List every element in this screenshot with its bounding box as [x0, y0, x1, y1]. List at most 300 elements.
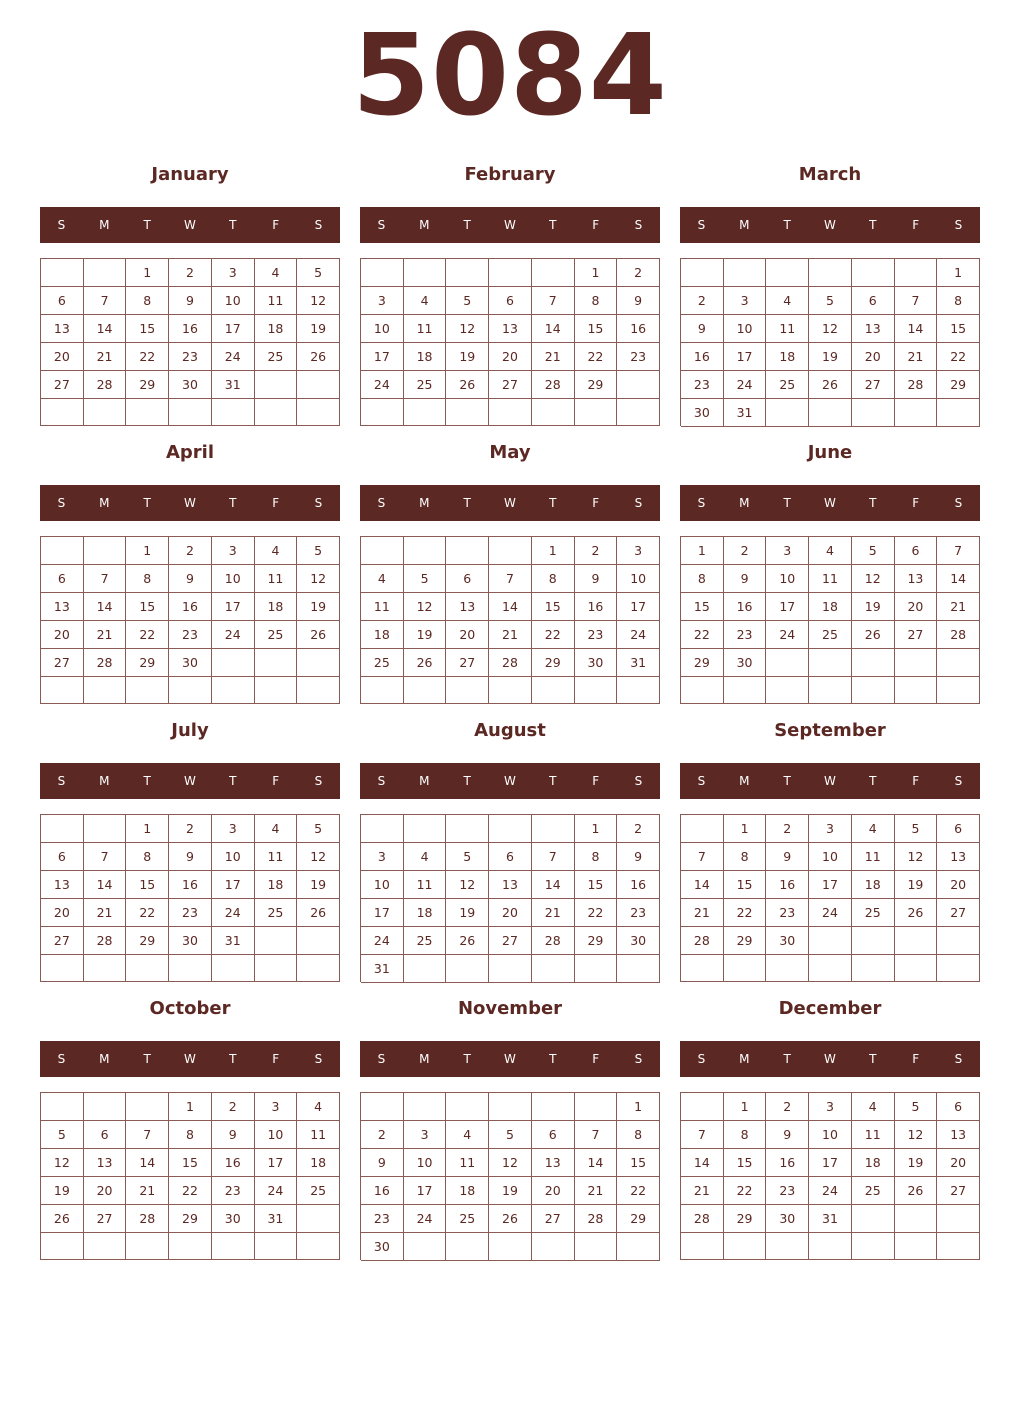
day-cell[interactable]: 29 [126, 927, 169, 955]
day-cell[interactable]: 24 [212, 899, 255, 927]
day-cell[interactable]: 24 [766, 621, 809, 649]
day-cell[interactable]: 11 [255, 287, 298, 315]
day-cell[interactable]: 13 [41, 871, 84, 899]
day-cell[interactable]: 25 [297, 1177, 340, 1205]
day-cell[interactable]: 12 [297, 843, 340, 871]
day-cell[interactable]: 7 [126, 1121, 169, 1149]
day-cell[interactable]: 19 [404, 621, 447, 649]
day-cell[interactable]: 30 [766, 927, 809, 955]
day-cell[interactable]: 9 [169, 843, 212, 871]
day-cell[interactable]: 23 [766, 1177, 809, 1205]
day-cell[interactable]: 8 [937, 287, 980, 315]
day-cell[interactable]: 18 [446, 1177, 489, 1205]
day-cell[interactable]: 28 [84, 371, 127, 399]
day-cell[interactable]: 20 [41, 343, 84, 371]
day-cell[interactable]: 21 [532, 343, 575, 371]
day-cell[interactable]: 13 [41, 315, 84, 343]
day-cell[interactable]: 4 [255, 259, 298, 287]
day-cell[interactable]: 8 [724, 1121, 767, 1149]
day-cell[interactable]: 12 [446, 871, 489, 899]
day-cell[interactable]: 31 [212, 371, 255, 399]
day-cell[interactable]: 12 [852, 565, 895, 593]
day-cell[interactable]: 1 [169, 1093, 212, 1121]
day-cell[interactable]: 15 [617, 1149, 660, 1177]
day-cell[interactable]: 15 [126, 871, 169, 899]
day-cell[interactable]: 6 [41, 287, 84, 315]
day-cell[interactable]: 8 [617, 1121, 660, 1149]
day-cell[interactable]: 25 [809, 621, 852, 649]
day-cell[interactable]: 13 [489, 315, 532, 343]
day-cell[interactable]: 23 [169, 899, 212, 927]
day-cell[interactable]: 19 [41, 1177, 84, 1205]
day-cell[interactable]: 16 [361, 1177, 404, 1205]
day-cell[interactable]: 3 [212, 259, 255, 287]
day-cell[interactable]: 26 [895, 1177, 938, 1205]
day-cell[interactable]: 8 [681, 565, 724, 593]
day-cell[interactable]: 21 [575, 1177, 618, 1205]
day-cell[interactable]: 2 [212, 1093, 255, 1121]
day-cell[interactable]: 5 [41, 1121, 84, 1149]
day-cell[interactable]: 14 [126, 1149, 169, 1177]
day-cell[interactable]: 15 [724, 871, 767, 899]
day-cell[interactable]: 30 [169, 649, 212, 677]
day-cell[interactable]: 29 [937, 371, 980, 399]
day-cell[interactable]: 13 [937, 843, 980, 871]
day-cell[interactable]: 16 [766, 871, 809, 899]
day-cell[interactable]: 14 [84, 593, 127, 621]
day-cell[interactable]: 20 [41, 899, 84, 927]
day-cell[interactable]: 24 [361, 371, 404, 399]
day-cell[interactable]: 1 [724, 815, 767, 843]
day-cell[interactable]: 1 [724, 1093, 767, 1121]
day-cell[interactable]: 1 [617, 1093, 660, 1121]
day-cell[interactable]: 10 [361, 871, 404, 899]
day-cell[interactable]: 11 [766, 315, 809, 343]
day-cell[interactable]: 20 [532, 1177, 575, 1205]
day-cell[interactable]: 25 [446, 1205, 489, 1233]
day-cell[interactable]: 16 [212, 1149, 255, 1177]
day-cell[interactable]: 23 [575, 621, 618, 649]
day-cell[interactable]: 7 [681, 1121, 724, 1149]
day-cell[interactable]: 4 [809, 537, 852, 565]
day-cell[interactable]: 29 [617, 1205, 660, 1233]
day-cell[interactable]: 28 [681, 1205, 724, 1233]
day-cell[interactable]: 17 [617, 593, 660, 621]
day-cell[interactable]: 29 [724, 927, 767, 955]
day-cell[interactable]: 26 [809, 371, 852, 399]
day-cell[interactable]: 1 [575, 815, 618, 843]
day-cell[interactable]: 1 [681, 537, 724, 565]
day-cell[interactable]: 8 [169, 1121, 212, 1149]
day-cell[interactable]: 11 [255, 565, 298, 593]
day-cell[interactable]: 21 [937, 593, 980, 621]
day-cell[interactable]: 26 [446, 371, 489, 399]
day-cell[interactable]: 17 [809, 1149, 852, 1177]
day-cell[interactable]: 5 [446, 843, 489, 871]
day-cell[interactable]: 3 [724, 287, 767, 315]
day-cell[interactable]: 17 [361, 343, 404, 371]
day-cell[interactable]: 6 [895, 537, 938, 565]
day-cell[interactable]: 17 [212, 593, 255, 621]
day-cell[interactable]: 4 [361, 565, 404, 593]
day-cell[interactable]: 22 [126, 343, 169, 371]
day-cell[interactable]: 24 [212, 343, 255, 371]
day-cell[interactable]: 22 [126, 899, 169, 927]
day-cell[interactable]: 26 [446, 927, 489, 955]
day-cell[interactable]: 11 [852, 843, 895, 871]
day-cell[interactable]: 26 [489, 1205, 532, 1233]
day-cell[interactable]: 5 [809, 287, 852, 315]
day-cell[interactable]: 11 [404, 315, 447, 343]
day-cell[interactable]: 22 [169, 1177, 212, 1205]
day-cell[interactable]: 19 [297, 871, 340, 899]
day-cell[interactable]: 5 [404, 565, 447, 593]
day-cell[interactable]: 6 [532, 1121, 575, 1149]
day-cell[interactable]: 22 [937, 343, 980, 371]
day-cell[interactable]: 31 [212, 927, 255, 955]
day-cell[interactable]: 9 [681, 315, 724, 343]
day-cell[interactable]: 7 [84, 287, 127, 315]
day-cell[interactable]: 12 [895, 1121, 938, 1149]
day-cell[interactable]: 28 [575, 1205, 618, 1233]
day-cell[interactable]: 2 [766, 815, 809, 843]
day-cell[interactable]: 10 [766, 565, 809, 593]
day-cell[interactable]: 30 [169, 371, 212, 399]
day-cell[interactable]: 14 [532, 315, 575, 343]
day-cell[interactable]: 27 [895, 621, 938, 649]
day-cell[interactable]: 20 [937, 1149, 980, 1177]
day-cell[interactable]: 24 [212, 621, 255, 649]
day-cell[interactable]: 28 [489, 649, 532, 677]
day-cell[interactable]: 27 [41, 371, 84, 399]
day-cell[interactable]: 3 [212, 537, 255, 565]
day-cell[interactable]: 12 [446, 315, 489, 343]
day-cell[interactable]: 22 [724, 1177, 767, 1205]
day-cell[interactable]: 25 [404, 927, 447, 955]
day-cell[interactable]: 25 [404, 371, 447, 399]
day-cell[interactable]: 7 [84, 843, 127, 871]
day-cell[interactable]: 26 [895, 899, 938, 927]
day-cell[interactable]: 22 [681, 621, 724, 649]
day-cell[interactable]: 7 [895, 287, 938, 315]
day-cell[interactable]: 4 [446, 1121, 489, 1149]
day-cell[interactable]: 3 [617, 537, 660, 565]
day-cell[interactable]: 21 [84, 621, 127, 649]
day-cell[interactable]: 8 [575, 843, 618, 871]
day-cell[interactable]: 11 [404, 871, 447, 899]
day-cell[interactable]: 3 [361, 287, 404, 315]
day-cell[interactable]: 20 [852, 343, 895, 371]
day-cell[interactable]: 6 [84, 1121, 127, 1149]
day-cell[interactable]: 24 [361, 927, 404, 955]
day-cell[interactable]: 20 [446, 621, 489, 649]
day-cell[interactable]: 14 [532, 871, 575, 899]
day-cell[interactable]: 9 [617, 287, 660, 315]
day-cell[interactable]: 26 [297, 621, 340, 649]
day-cell[interactable]: 10 [212, 843, 255, 871]
day-cell[interactable]: 11 [852, 1121, 895, 1149]
day-cell[interactable]: 16 [766, 1149, 809, 1177]
day-cell[interactable]: 30 [766, 1205, 809, 1233]
day-cell[interactable]: 2 [617, 259, 660, 287]
day-cell[interactable]: 31 [809, 1205, 852, 1233]
day-cell[interactable]: 30 [575, 649, 618, 677]
day-cell[interactable]: 28 [126, 1205, 169, 1233]
day-cell[interactable]: 17 [404, 1177, 447, 1205]
day-cell[interactable]: 19 [446, 343, 489, 371]
day-cell[interactable]: 15 [575, 315, 618, 343]
day-cell[interactable]: 9 [169, 565, 212, 593]
day-cell[interactable]: 2 [575, 537, 618, 565]
day-cell[interactable]: 10 [255, 1121, 298, 1149]
day-cell[interactable]: 2 [766, 1093, 809, 1121]
day-cell[interactable]: 29 [532, 649, 575, 677]
day-cell[interactable]: 13 [532, 1149, 575, 1177]
day-cell[interactable]: 24 [617, 621, 660, 649]
day-cell[interactable]: 17 [361, 899, 404, 927]
day-cell[interactable]: 31 [255, 1205, 298, 1233]
day-cell[interactable]: 28 [895, 371, 938, 399]
day-cell[interactable]: 15 [724, 1149, 767, 1177]
day-cell[interactable]: 14 [895, 315, 938, 343]
day-cell[interactable]: 19 [489, 1177, 532, 1205]
day-cell[interactable]: 25 [255, 621, 298, 649]
day-cell[interactable]: 1 [126, 537, 169, 565]
day-cell[interactable]: 10 [617, 565, 660, 593]
day-cell[interactable]: 5 [297, 259, 340, 287]
day-cell[interactable]: 22 [724, 899, 767, 927]
day-cell[interactable]: 19 [297, 315, 340, 343]
day-cell[interactable]: 12 [297, 287, 340, 315]
day-cell[interactable]: 2 [169, 537, 212, 565]
day-cell[interactable]: 5 [489, 1121, 532, 1149]
day-cell[interactable]: 29 [724, 1205, 767, 1233]
day-cell[interactable]: 15 [937, 315, 980, 343]
day-cell[interactable]: 30 [169, 927, 212, 955]
day-cell[interactable]: 9 [724, 565, 767, 593]
day-cell[interactable]: 23 [212, 1177, 255, 1205]
day-cell[interactable]: 25 [361, 649, 404, 677]
day-cell[interactable]: 2 [169, 815, 212, 843]
day-cell[interactable]: 24 [809, 899, 852, 927]
day-cell[interactable]: 8 [575, 287, 618, 315]
day-cell[interactable]: 10 [361, 315, 404, 343]
day-cell[interactable]: 13 [489, 871, 532, 899]
day-cell[interactable]: 21 [681, 899, 724, 927]
day-cell[interactable]: 20 [489, 343, 532, 371]
day-cell[interactable]: 26 [297, 899, 340, 927]
day-cell[interactable]: 10 [724, 315, 767, 343]
day-cell[interactable]: 13 [84, 1149, 127, 1177]
day-cell[interactable]: 7 [937, 537, 980, 565]
day-cell[interactable]: 9 [617, 843, 660, 871]
day-cell[interactable]: 1 [126, 259, 169, 287]
day-cell[interactable]: 26 [852, 621, 895, 649]
day-cell[interactable]: 4 [852, 1093, 895, 1121]
day-cell[interactable]: 15 [126, 593, 169, 621]
day-cell[interactable]: 5 [895, 1093, 938, 1121]
day-cell[interactable]: 3 [255, 1093, 298, 1121]
day-cell[interactable]: 7 [84, 565, 127, 593]
day-cell[interactable]: 14 [84, 315, 127, 343]
day-cell[interactable]: 19 [895, 1149, 938, 1177]
day-cell[interactable]: 8 [532, 565, 575, 593]
day-cell[interactable]: 31 [361, 955, 404, 983]
day-cell[interactable]: 26 [404, 649, 447, 677]
day-cell[interactable]: 9 [766, 843, 809, 871]
day-cell[interactable]: 12 [895, 843, 938, 871]
day-cell[interactable]: 23 [361, 1205, 404, 1233]
day-cell[interactable]: 4 [852, 815, 895, 843]
day-cell[interactable]: 11 [446, 1149, 489, 1177]
day-cell[interactable]: 30 [724, 649, 767, 677]
day-cell[interactable]: 21 [84, 343, 127, 371]
day-cell[interactable]: 4 [404, 843, 447, 871]
day-cell[interactable]: 14 [681, 1149, 724, 1177]
day-cell[interactable]: 16 [169, 593, 212, 621]
day-cell[interactable]: 13 [852, 315, 895, 343]
day-cell[interactable]: 24 [404, 1205, 447, 1233]
day-cell[interactable]: 23 [169, 343, 212, 371]
day-cell[interactable]: 14 [489, 593, 532, 621]
day-cell[interactable]: 19 [809, 343, 852, 371]
day-cell[interactable]: 22 [532, 621, 575, 649]
day-cell[interactable]: 31 [724, 399, 767, 427]
day-cell[interactable]: 26 [41, 1205, 84, 1233]
day-cell[interactable]: 3 [766, 537, 809, 565]
day-cell[interactable]: 14 [681, 871, 724, 899]
day-cell[interactable]: 15 [126, 315, 169, 343]
day-cell[interactable]: 7 [532, 843, 575, 871]
day-cell[interactable]: 30 [681, 399, 724, 427]
day-cell[interactable]: 22 [575, 899, 618, 927]
day-cell[interactable]: 24 [724, 371, 767, 399]
day-cell[interactable]: 18 [766, 343, 809, 371]
day-cell[interactable]: 10 [809, 843, 852, 871]
day-cell[interactable]: 18 [852, 871, 895, 899]
day-cell[interactable]: 6 [937, 1093, 980, 1121]
day-cell[interactable]: 21 [489, 621, 532, 649]
day-cell[interactable]: 15 [681, 593, 724, 621]
day-cell[interactable]: 8 [126, 287, 169, 315]
day-cell[interactable]: 15 [575, 871, 618, 899]
day-cell[interactable]: 16 [617, 315, 660, 343]
day-cell[interactable]: 2 [724, 537, 767, 565]
day-cell[interactable]: 13 [937, 1121, 980, 1149]
day-cell[interactable]: 14 [937, 565, 980, 593]
day-cell[interactable]: 23 [681, 371, 724, 399]
day-cell[interactable]: 9 [575, 565, 618, 593]
day-cell[interactable]: 17 [766, 593, 809, 621]
day-cell[interactable]: 19 [446, 899, 489, 927]
day-cell[interactable]: 5 [895, 815, 938, 843]
day-cell[interactable]: 15 [169, 1149, 212, 1177]
day-cell[interactable]: 24 [255, 1177, 298, 1205]
day-cell[interactable]: 29 [681, 649, 724, 677]
day-cell[interactable]: 16 [575, 593, 618, 621]
day-cell[interactable]: 28 [84, 927, 127, 955]
day-cell[interactable]: 16 [617, 871, 660, 899]
day-cell[interactable]: 7 [489, 565, 532, 593]
day-cell[interactable]: 9 [361, 1149, 404, 1177]
day-cell[interactable]: 29 [126, 371, 169, 399]
day-cell[interactable]: 7 [532, 287, 575, 315]
day-cell[interactable]: 16 [681, 343, 724, 371]
day-cell[interactable]: 16 [169, 871, 212, 899]
day-cell[interactable]: 30 [617, 927, 660, 955]
day-cell[interactable]: 27 [41, 649, 84, 677]
day-cell[interactable]: 25 [852, 899, 895, 927]
day-cell[interactable]: 27 [937, 1177, 980, 1205]
day-cell[interactable]: 2 [681, 287, 724, 315]
day-cell[interactable]: 19 [852, 593, 895, 621]
day-cell[interactable]: 29 [169, 1205, 212, 1233]
day-cell[interactable]: 12 [297, 565, 340, 593]
day-cell[interactable]: 6 [937, 815, 980, 843]
day-cell[interactable]: 14 [84, 871, 127, 899]
day-cell[interactable]: 28 [532, 371, 575, 399]
day-cell[interactable]: 29 [126, 649, 169, 677]
day-cell[interactable]: 27 [489, 927, 532, 955]
day-cell[interactable]: 5 [446, 287, 489, 315]
day-cell[interactable]: 12 [41, 1149, 84, 1177]
day-cell[interactable]: 4 [404, 287, 447, 315]
day-cell[interactable]: 21 [84, 899, 127, 927]
day-cell[interactable]: 20 [489, 899, 532, 927]
day-cell[interactable]: 28 [532, 927, 575, 955]
day-cell[interactable]: 18 [404, 899, 447, 927]
day-cell[interactable]: 9 [766, 1121, 809, 1149]
day-cell[interactable]: 22 [617, 1177, 660, 1205]
day-cell[interactable]: 21 [126, 1177, 169, 1205]
day-cell[interactable]: 19 [895, 871, 938, 899]
day-cell[interactable]: 3 [809, 1093, 852, 1121]
day-cell[interactable]: 4 [255, 815, 298, 843]
day-cell[interactable]: 9 [212, 1121, 255, 1149]
day-cell[interactable]: 6 [852, 287, 895, 315]
day-cell[interactable]: 25 [852, 1177, 895, 1205]
day-cell[interactable]: 27 [532, 1205, 575, 1233]
day-cell[interactable]: 6 [446, 565, 489, 593]
day-cell[interactable]: 28 [681, 927, 724, 955]
day-cell[interactable]: 23 [169, 621, 212, 649]
day-cell[interactable]: 2 [361, 1121, 404, 1149]
day-cell[interactable]: 5 [297, 537, 340, 565]
day-cell[interactable]: 12 [404, 593, 447, 621]
day-cell[interactable]: 10 [809, 1121, 852, 1149]
day-cell[interactable]: 3 [361, 843, 404, 871]
day-cell[interactable]: 6 [41, 843, 84, 871]
day-cell[interactable]: 4 [766, 287, 809, 315]
day-cell[interactable]: 18 [404, 343, 447, 371]
day-cell[interactable]: 12 [809, 315, 852, 343]
day-cell[interactable]: 13 [41, 593, 84, 621]
day-cell[interactable]: 17 [724, 343, 767, 371]
day-cell[interactable]: 7 [681, 843, 724, 871]
day-cell[interactable]: 1 [575, 259, 618, 287]
day-cell[interactable]: 20 [84, 1177, 127, 1205]
day-cell[interactable]: 11 [255, 843, 298, 871]
day-cell[interactable]: 11 [809, 565, 852, 593]
day-cell[interactable]: 21 [681, 1177, 724, 1205]
day-cell[interactable]: 30 [361, 1233, 404, 1261]
day-cell[interactable]: 22 [126, 621, 169, 649]
day-cell[interactable]: 13 [446, 593, 489, 621]
day-cell[interactable]: 27 [41, 927, 84, 955]
day-cell[interactable]: 23 [617, 899, 660, 927]
day-cell[interactable]: 27 [937, 899, 980, 927]
day-cell[interactable]: 17 [255, 1149, 298, 1177]
